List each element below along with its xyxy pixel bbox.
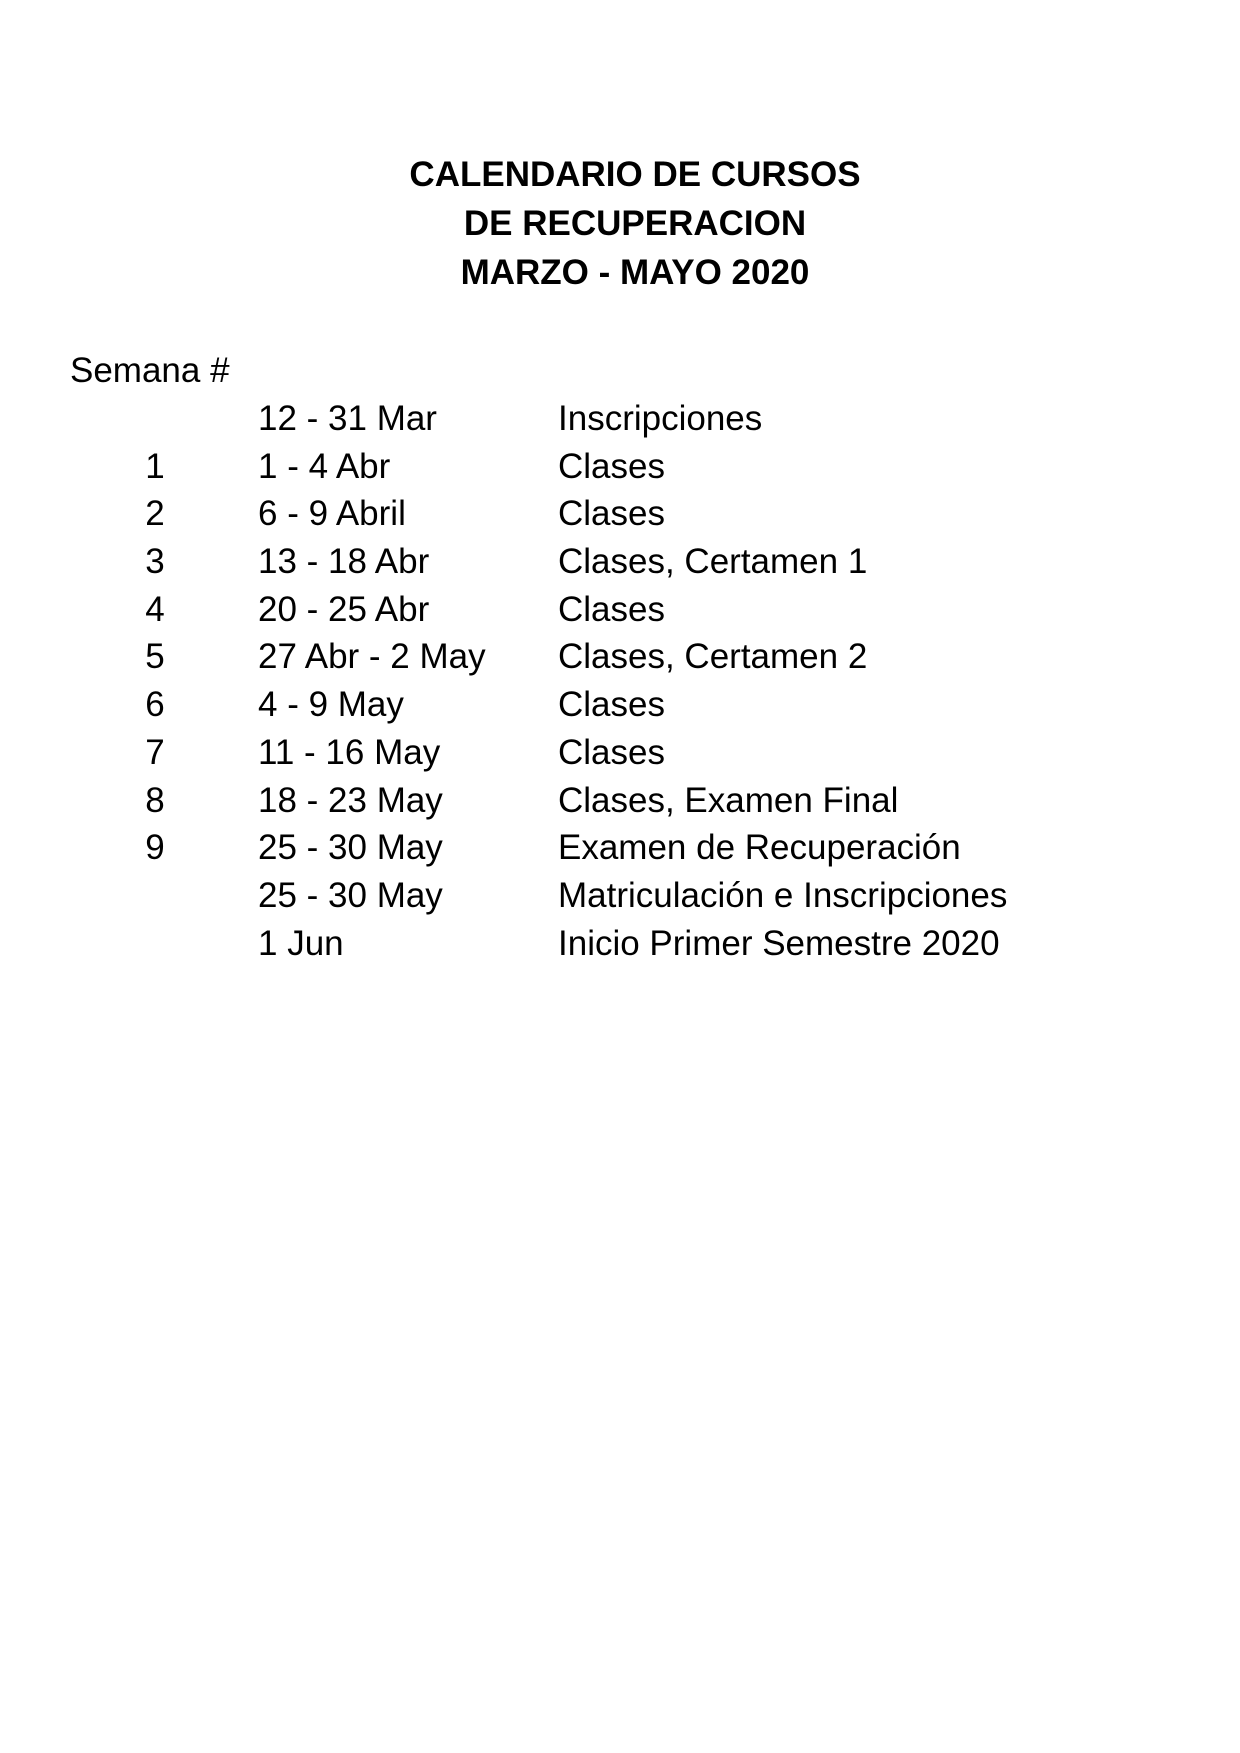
- schedule-row: [0, 586, 1240, 634]
- schedule-row: [0, 872, 1240, 920]
- week-column-header: Semana #: [70, 351, 230, 390]
- week-number: 4: [145, 589, 165, 629]
- schedule-row: [0, 777, 1240, 825]
- activity: Clases: [558, 732, 665, 772]
- date-range: 27 Abr - 2 May: [258, 637, 486, 677]
- activity: Clases, Certamen 2: [558, 637, 868, 677]
- week-number: 1: [145, 446, 165, 486]
- schedule-row: [0, 538, 1240, 586]
- week-number: 3: [145, 542, 165, 582]
- date-range: 1 - 4 Abr: [258, 446, 391, 486]
- activity: Clases: [558, 446, 665, 486]
- activity: Examen de Recuperación: [558, 828, 961, 868]
- activity: Clases, Examen Final: [558, 780, 899, 820]
- schedule-table: [0, 395, 1240, 967]
- activity: Clases, Certamen 1: [558, 542, 868, 582]
- document-title: [0, 150, 1240, 297]
- date-range: 13 - 18 Abr: [258, 542, 430, 582]
- schedule-row: [0, 443, 1240, 491]
- title-line-1: CALENDARIO DE CURSOS: [409, 155, 861, 194]
- schedule-row: [0, 633, 1240, 681]
- activity: Matriculación e Inscripciones: [558, 875, 1008, 915]
- title-line-3: MARZO - MAYO 2020: [460, 253, 810, 292]
- schedule-row: [0, 490, 1240, 538]
- schedule-row: [0, 920, 1240, 968]
- date-range: 6 - 9 Abril: [258, 494, 406, 534]
- activity: Clases: [558, 685, 665, 725]
- date-range: 1 Jun: [258, 923, 344, 963]
- date-range: 20 - 25 Abr: [258, 589, 430, 629]
- schedule-row: [0, 824, 1240, 872]
- date-range: 25 - 30 May: [258, 828, 443, 868]
- week-number: 6: [145, 685, 165, 725]
- activity: Inicio Primer Semestre 2020: [558, 923, 1000, 963]
- date-range: 12 - 31 Mar: [258, 399, 437, 438]
- activity: Clases: [558, 494, 665, 534]
- schedule-row: [0, 681, 1240, 729]
- week-number: 8: [145, 780, 165, 820]
- title-line-2: DE RECUPERACION: [463, 204, 807, 243]
- date-range: 25 - 30 May: [258, 875, 443, 915]
- week-number: 9: [145, 828, 165, 868]
- week-number: 5: [145, 637, 165, 677]
- week-number: 7: [145, 732, 165, 772]
- week-number: 2: [145, 494, 165, 534]
- activity: Inscripciones: [558, 399, 763, 438]
- schedule-row: [0, 395, 1240, 443]
- date-range: 11 - 16 May: [258, 732, 441, 772]
- activity: Clases: [558, 589, 665, 629]
- date-range: 4 - 9 May: [258, 685, 404, 725]
- schedule-row: [0, 729, 1240, 777]
- date-range: 18 - 23 May: [258, 780, 443, 820]
